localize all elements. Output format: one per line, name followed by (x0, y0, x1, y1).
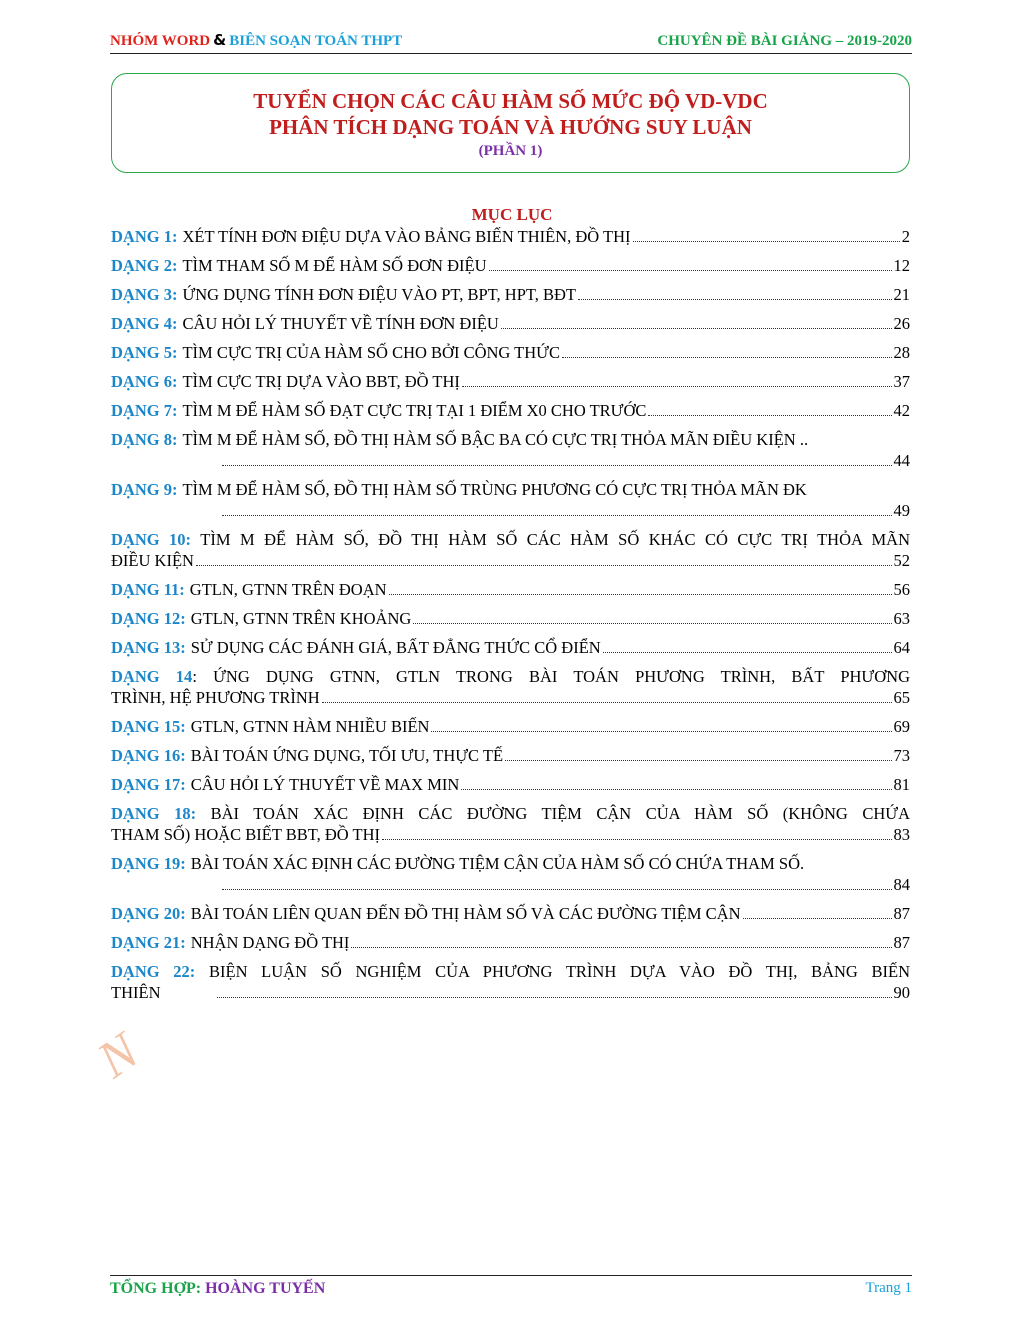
toc-leader (461, 789, 891, 790)
toc-page: 63 (893, 609, 910, 628)
watermark: N (87, 1022, 149, 1090)
toc-entry-22[interactable] (111, 961, 910, 1003)
title-line-2: PHÂN TÍCH DẠNG TOÁN VÀ HƯỚNG SUY LUẬN (269, 115, 752, 139)
toc-label: DẠNG 22: (111, 962, 196, 981)
footer-compiler-label: TỔNG HỢP: (110, 1280, 202, 1297)
toc-text: BIỆN LUẬN SỐ NGHIỆM CỦA PHƯƠNG TRÌNH DỰA VÀO ĐỒ THỊ, BẢNG BIẾN (208, 962, 911, 981)
toc-text: GTLN, GTNN TRÊN ĐOẠN (189, 580, 387, 599)
toc-text: TÌM M ĐỂ HÀM SỐ, ĐỒ THỊ HÀM SỐ TRÙNG PHƯƠNG CÓ CỰC TRỊ THỎA MÃN ĐK (182, 480, 807, 499)
title-line-1: TUYỂN CHỌN CÁC CÂU HÀM SỐ MỨC ĐỘ VD-VDC (253, 89, 768, 113)
toc-text-cont: THIÊN (111, 983, 161, 1002)
toc-text: BÀI TOÁN LIÊN QUAN ĐẾN ĐỒ THỊ HÀM SỐ VÀ CÁC ĐƯỜNG TIỆM CẬN (190, 904, 741, 923)
toc-leader (389, 594, 892, 595)
toc-text: GTLN, GTNN TRÊN KHOẢNG (190, 609, 412, 628)
header-group-subtitle: BIÊN SOẠN TOÁN THPT (229, 33, 403, 49)
header-group-name: NHÓM WORD (110, 33, 211, 49)
toc-text: XÉT TÍNH ĐƠN ĐIỆU DỰA VÀO BẢNG BIẾN THIÊN, ĐỒ THỊ (182, 227, 631, 246)
toc-label: DẠNG 6: (111, 372, 178, 391)
toc-leader (222, 515, 892, 516)
toc-entry-13[interactable] (111, 637, 910, 658)
header-ampersand: & (213, 31, 227, 49)
toc-page: 26 (893, 314, 910, 333)
toc-page: 90 (893, 983, 910, 1002)
footer-compiler (110, 1280, 325, 1298)
toc-leader (578, 299, 892, 300)
footer-compiler-name: HOÀNG TUYẾN (205, 1280, 326, 1297)
toc-label: DẠNG 17: (111, 775, 186, 794)
toc-page: 73 (893, 746, 910, 765)
toc-page: 42 (893, 401, 910, 420)
toc-entry-11[interactable] (111, 579, 910, 600)
toc-leader (351, 947, 891, 948)
toc-text: TÌM M ĐỂ HÀM SỐ, ĐỒ THỊ HÀM SỐ CÁC HÀM SỐ KHÁC CÓ CỰC TRỊ THỎA MÃN (200, 530, 911, 549)
toc-page: 52 (893, 551, 910, 570)
toc-leader (222, 889, 892, 890)
title-box (111, 73, 910, 173)
toc-leader (505, 760, 891, 761)
footer-page-number: Trang 1 (865, 1280, 912, 1296)
toc-leader (648, 415, 891, 416)
toc-page: 37 (893, 372, 910, 391)
toc-text: BÀI TOÁN XÁC ĐỊNH CÁC ĐƯỜNG TIỆM CẬN CỦA HÀM SỐ (KHÔNG CHỨA (210, 804, 910, 823)
toc-label: DẠNG 18: (111, 804, 197, 823)
toc-text: TÌM CỰC TRỊ CỦA HÀM SỐ CHO BỞI CÔNG THỨC (182, 343, 560, 362)
toc-text: TÌM THAM SỐ M ĐỂ HÀM SỐ ĐƠN ĐIỆU (182, 256, 487, 275)
toc-entry-3[interactable] (111, 284, 910, 305)
toc-leader (196, 565, 892, 566)
toc-label: DẠNG 15: (111, 717, 186, 736)
toc-text-cont: ĐIỀU KIỆN (111, 551, 194, 570)
toc-entry-18[interactable] (111, 803, 910, 845)
toc-label: DẠNG 9: (111, 480, 178, 499)
toc-text-cont: THAM SỐ) HOẶC BIẾT BBT, ĐỒ THỊ (111, 825, 381, 844)
toc-label: DẠNG 14 (111, 667, 193, 686)
toc-leader (222, 465, 892, 466)
toc-entry-7[interactable] (111, 400, 910, 421)
toc-label: DẠNG 21: (111, 933, 186, 952)
toc-text-cont: TRÌNH, HỆ PHƯƠNG TRÌNH (111, 688, 320, 707)
toc-text: TÌM M ĐỂ HÀM SỐ ĐẠT CỰC TRỊ TẠI 1 ĐIỂM X0 CHO TRƯỚC (182, 401, 647, 420)
toc-entry-12[interactable] (111, 608, 910, 629)
toc-label: DẠNG 8: (111, 430, 178, 449)
toc-text: BÀI TOÁN ỨNG DỤNG, TỐI ƯU, THỰC TẾ (190, 746, 504, 765)
toc-leader (382, 839, 891, 840)
toc-text: GTLN, GTNN HÀM NHIỀU BIẾN (190, 717, 430, 736)
toc-entry-21[interactable] (111, 932, 910, 953)
toc-label: DẠNG 2: (111, 256, 178, 275)
toc-entry-10[interactable] (111, 529, 910, 571)
toc-leader (501, 328, 892, 329)
toc-text: SỬ DỤNG CÁC ĐÁNH GIÁ, BẤT ĐẲNG THỨC CỔ ĐIỂN (190, 638, 601, 657)
toc-page: 83 (893, 825, 910, 844)
title-line-3: (PHẦN 1) (478, 143, 543, 159)
toc-page: 64 (893, 638, 910, 657)
toc-text: CÂU HỎI LÝ THUYẾT VỀ MAX MIN (190, 775, 460, 794)
toc-entry-5[interactable] (111, 342, 910, 363)
toc-leader (743, 918, 892, 919)
toc-text: TÌM M ĐỂ HÀM SỐ, ĐỒ THỊ HÀM SỐ BẬC BA CÓ CỰC TRỊ THỎA MÃN ĐIỀU KIỆN .. (182, 430, 809, 449)
toc-page: 21 (893, 285, 910, 304)
toc-page: 49 (893, 501, 910, 520)
toc-entry-2[interactable] (111, 255, 910, 276)
toc-text: BÀI TOÁN XÁC ĐỊNH CÁC ĐƯỜNG TIỆM CẬN CỦA HÀM SỐ CÓ CHỨA THAM SỐ. (190, 854, 805, 873)
toc-page: 44 (893, 451, 910, 470)
toc-text: TÌM CỰC TRỊ DỰA VÀO BBT, ĐỒ THỊ (182, 372, 460, 391)
toc-page: 81 (893, 775, 910, 794)
toc-label: DẠNG 3: (111, 285, 178, 304)
toc-entry-6[interactable] (111, 371, 910, 392)
table-of-contents (111, 226, 910, 1011)
toc-page: 65 (893, 688, 910, 707)
toc-label: DẠNG 11: (111, 580, 185, 599)
toc-label: DẠNG 10: (111, 530, 192, 549)
page-footer (110, 1275, 912, 1298)
toc-leader (562, 357, 892, 358)
page-header (110, 26, 912, 54)
toc-page: 69 (893, 717, 910, 736)
toc-text: : ỨNG DỤNG GTNN, GTLN TRONG BÀI TOÁN PHƯƠNG TRÌNH, BẤT PHƯƠNG (192, 667, 910, 686)
toc-leader (489, 270, 892, 271)
toc-entry-9[interactable] (111, 479, 910, 521)
toc-entry-15[interactable] (111, 716, 910, 737)
toc-entry-8[interactable] (111, 429, 910, 471)
toc-leader (322, 702, 892, 703)
toc-leader (217, 997, 891, 998)
toc-leader (413, 623, 891, 624)
toc-entry-1[interactable] (111, 226, 910, 247)
toc-page: 84 (893, 875, 910, 894)
toc-text: CÂU HỎI LÝ THUYẾT VỀ TÍNH ĐƠN ĐIỆU (182, 314, 499, 333)
toc-label: DẠNG 4: (111, 314, 178, 333)
toc-page: 2 (901, 227, 910, 246)
toc-entry-4[interactable] (111, 313, 910, 334)
toc-title: MỤC LỤC (471, 205, 553, 224)
toc-label: DẠNG 16: (111, 746, 186, 765)
toc-leader (462, 386, 892, 387)
toc-leader (603, 652, 892, 653)
toc-label: DẠNG 20: (111, 904, 186, 923)
toc-entry-19[interactable] (111, 853, 910, 895)
toc-label: DẠNG 12: (111, 609, 186, 628)
toc-page: 87 (893, 933, 910, 952)
toc-leader (633, 241, 900, 242)
toc-text: ỨNG DỤNG TÍNH ĐƠN ĐIỆU VÀO PT, BPT, HPT, BĐT (182, 285, 576, 304)
toc-label: DẠNG 13: (111, 638, 186, 657)
toc-entry-20[interactable] (111, 903, 910, 924)
header-left (110, 31, 402, 50)
toc-entry-14[interactable] (111, 666, 910, 708)
toc-label: DẠNG 5: (111, 343, 178, 362)
toc-entry-17[interactable] (111, 774, 910, 795)
toc-page: 87 (893, 904, 910, 923)
toc-page: 12 (893, 256, 910, 275)
header-right: CHUYÊN ĐỀ BÀI GIẢNG – 2019-2020 (657, 33, 912, 49)
toc-label: DẠNG 19: (111, 854, 186, 873)
toc-text: NHẬN DẠNG ĐỒ THỊ (190, 933, 350, 952)
toc-label: DẠNG 7: (111, 401, 178, 420)
toc-leader (431, 731, 891, 732)
toc-page: 56 (893, 580, 910, 599)
toc-label: DẠNG 1: (111, 227, 178, 246)
toc-page: 28 (893, 343, 910, 362)
toc-entry-16[interactable] (111, 745, 910, 766)
